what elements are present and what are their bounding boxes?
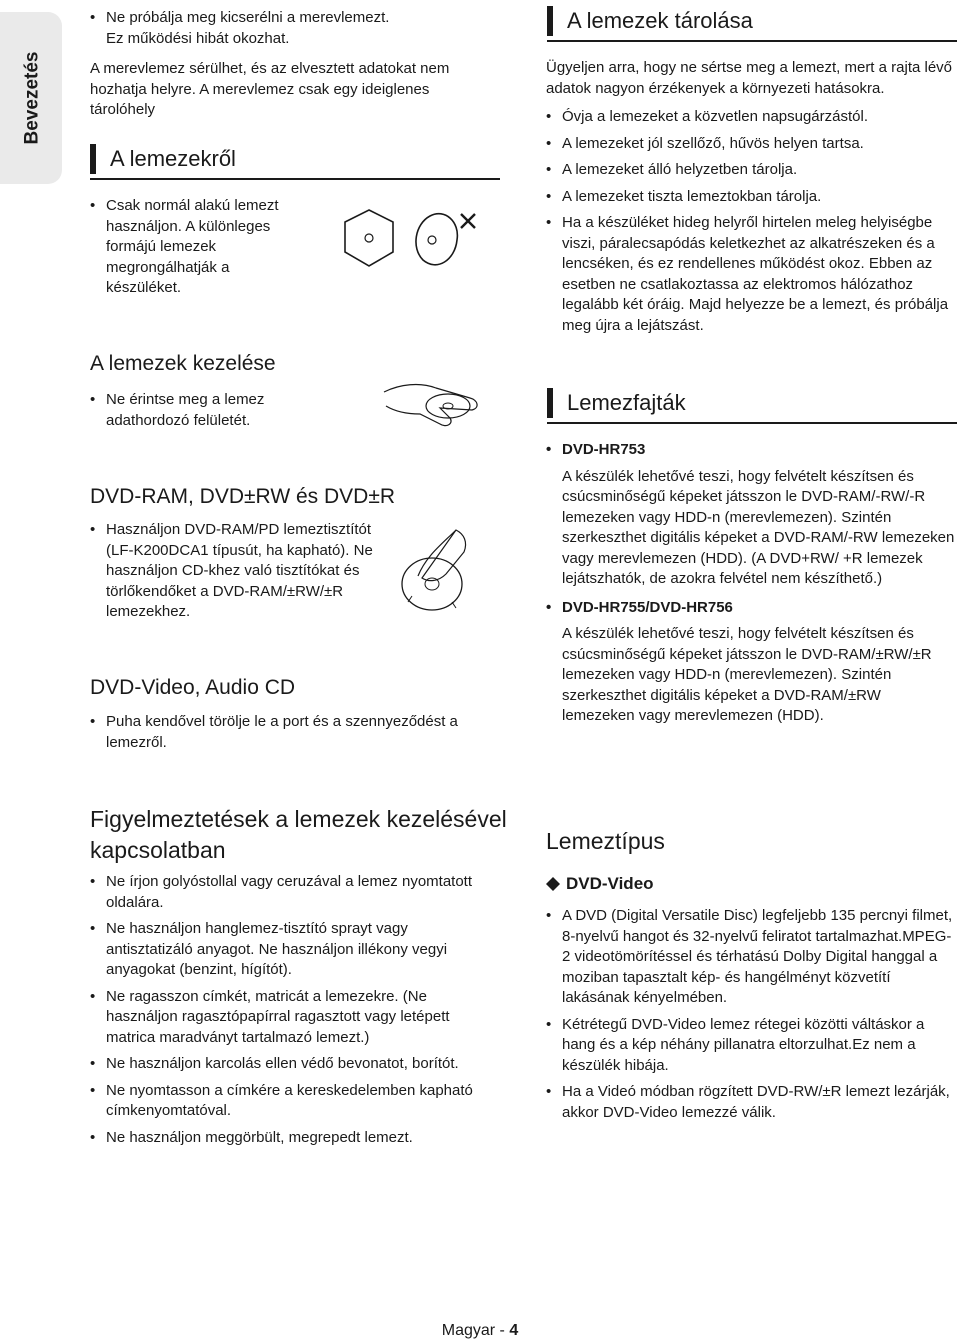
intro-bullet [90,8,500,49]
disc-type-body [546,906,956,1129]
disc-models-heading-box [547,388,957,424]
dvd-ram-bullet: • Használjon DVD-RAM/PD lemeztisztítót (LF-K200DCA1 típusút, ha kapható). Ne használjon CD-khez való tisztítókat és törlőkendőket a DVD-RAM/±RW/±R lemezekhez. [90,520,375,623]
dvd-ram-heading: DVD-RAM, DVD±RW és DVD±R [90,485,396,508]
warnings-heading: Figyelmeztetések a lemezek kezelésével kapcsolatban [90,806,507,863]
disc-models-body [546,440,956,735]
handling-body [90,390,300,437]
dvd-video-bullet: • Puha kendővel törölje le a port és a szennyeződést a lemezről. [90,712,490,753]
disc-type-heading: Lemeztípus [546,828,665,854]
hexagon-disc-icon [345,210,393,266]
dvd-video-heading: DVD-Video, Audio CD [90,676,296,699]
side-tab-label-box [14,12,50,184]
page-number: 4 [509,1322,519,1339]
storage-bullet: • A lemezeket jól szellőző, hűvös helyen tartsa. [546,134,956,155]
warning-bullet: • Ne használjon meggörbült, megrepedt lemezt. [90,1128,490,1149]
intro-note: A merevlemez sérülhet, és az elvesztett adatokat nem hozhatja helyre. A merevlemez csak egy ideiglenes tárolóhely [90,60,450,118]
storage-heading-box [547,6,957,42]
diamond-icon [546,877,560,891]
dvd-video-body [90,712,490,759]
model-name: • DVD-HR753 [546,440,956,461]
storage-heading: A lemezek tárolása [547,6,957,36]
footer-label: Magyar - [441,1322,510,1339]
warnings-body [90,872,490,1154]
disc-shapes-illustration [335,200,495,280]
disc-edge-icon [426,394,470,418]
warning-bullet: • Ne írjon golyóstollal vagy ceruzával a lemez nyomtatott oldalára. [90,872,490,913]
page-footer [0,1322,960,1340]
model-description: A készülék lehetővé teszi, hogy felvételt készítsen és csúcsminőségű képeket játsszon le DVD-RAM/-RW/-R lemezeken vagy HDD-n (merevlemezen). Szintén szerkeszthet digitális képeket a DVD-RAM/-RW lemezeken vagy merevlemezen (HDD). (A DVD+RW/ +R lemezek lejátszhatók, de azokra felvétel nem készíthető.) [562,467,955,587]
hexagon-disc-hole-icon [365,234,373,242]
heart-disc-icon [416,214,457,265]
warning-bullet: • Ne ragasszon címkét, matricát a lemezekre. (Ne használjon ragasztópapírral ragasztott vagy letépett matrica maradványt tartalmazó lemezt.) [90,987,490,1049]
storage-bullet: • Óvja a lemezeket a közvetlen napsugárzástól. [546,107,956,128]
storage-bullet: • A lemezeket tiszta lemeztokban tárolja. [546,187,956,208]
about-discs-heading: A lemezekről [90,144,500,174]
side-tab-label: Bevezetés [21,51,43,145]
handling-heading: A lemezek kezelése [90,352,276,375]
storage-intro: Ügyeljen arra, hogy ne sértse meg a lemezt, mert a rajta lévő adatok nagyon érzékenyek a környezeti hatásokra. [546,59,953,97]
storage-body [546,58,956,342]
disc-type-subtitle: DVD-Video [566,874,654,893]
intro-section [90,8,500,121]
model-description: A készülék lehetővé teszi, hogy felvételt készítsen és csúcsminőségű képeket játsszon le DVD-RAM/±RW/±R lemezeken vagy HDD-n (merevlemezen). Szintén szerkeszthet digitális képeket a DVD-RAM/±RW lemezeken vagy merevlemezen (HDD). [562,625,932,724]
warning-bullet: • Ne nyomtasson a címkére a kereskedelemben kapható címkenyomtatóval. [90,1081,490,1122]
about-discs-bullet: • Csak normál alakú lemezt használjon. A különleges formájú lemezek megrongálhatják a készüléket. [90,196,305,299]
about-discs-body [90,196,305,305]
disc-type-bullet: • Kétrétegű DVD-Video lemez rétegei közötti váltáskor a hang és a kép néhány pillanatra eltorzulhat.Ez nem a készülék hibája. [546,1015,956,1077]
disc-type-bullet: • A DVD (Digital Versatile Disc) legfeljebb 135 percnyi filmet, 8-nyelvű hangot és 32-nyelvű feliratot tartalmazhat.MPEG-2 videotömörítéssel és térhatású Dolby Digital hanggal a moziban tapasztalt kép- és hangélményt közvetítí lakásának kényelmében. [546,906,956,1009]
hand-holding-disc-illustration [380,378,490,438]
heart-disc-hole-icon [428,236,436,244]
warning-bullet: • Ne használjon karcolás ellen védő bevonatot, borítót. [90,1054,490,1075]
cross-mark-icon [461,214,475,228]
about-discs-heading-box [90,144,500,180]
storage-bullet: • Ha a készüléket hideg helyről hirtelen meleg helyiségbe viszi, páralecsapódás keletkezhet az alkatrészeken és a lencséken, és ez rendellenes működést okoz. Ebben az esetben ne csatlakoztassa az elektromos hálózathoz legalább két óráig. Majd helyezze be a lemezt, és próbálja meg újra a lejátszást. [546,213,956,336]
intro-bullet-line1: Ne próbálja meg kicserélni a merevlemezt. [106,9,390,26]
disc-type-bullet: • Ha a Videó módban rögzített DVD-RW/±R lemezt lezárják, akkor DVD-Video lemezzé válik. [546,1082,956,1123]
cleaning-disc-illustration [398,522,474,616]
storage-bullet: • A lemezeket álló helyzetben tárolja. [546,160,956,181]
dvd-ram-body [90,520,375,629]
disc-models-heading: Lemezfajták [547,388,957,418]
disc-type-subtitle-box [546,874,654,894]
cleaning-hand-icon [418,530,466,581]
warning-bullet: • Ne használjon hanglemez-tisztító sprayt vagy antisztatizáló anyagot. Ne használjon illékony vegyi anyagokat (benzint, hígítót). [90,919,490,981]
hand-icon [384,385,477,426]
model-name: • DVD-HR755/DVD-HR756 [546,598,956,619]
handling-bullet: • Ne érintse meg a lemez adathordozó felületét. [90,390,300,431]
intro-bullet-line2: Ez működési hibát okozhat. [106,29,290,47]
